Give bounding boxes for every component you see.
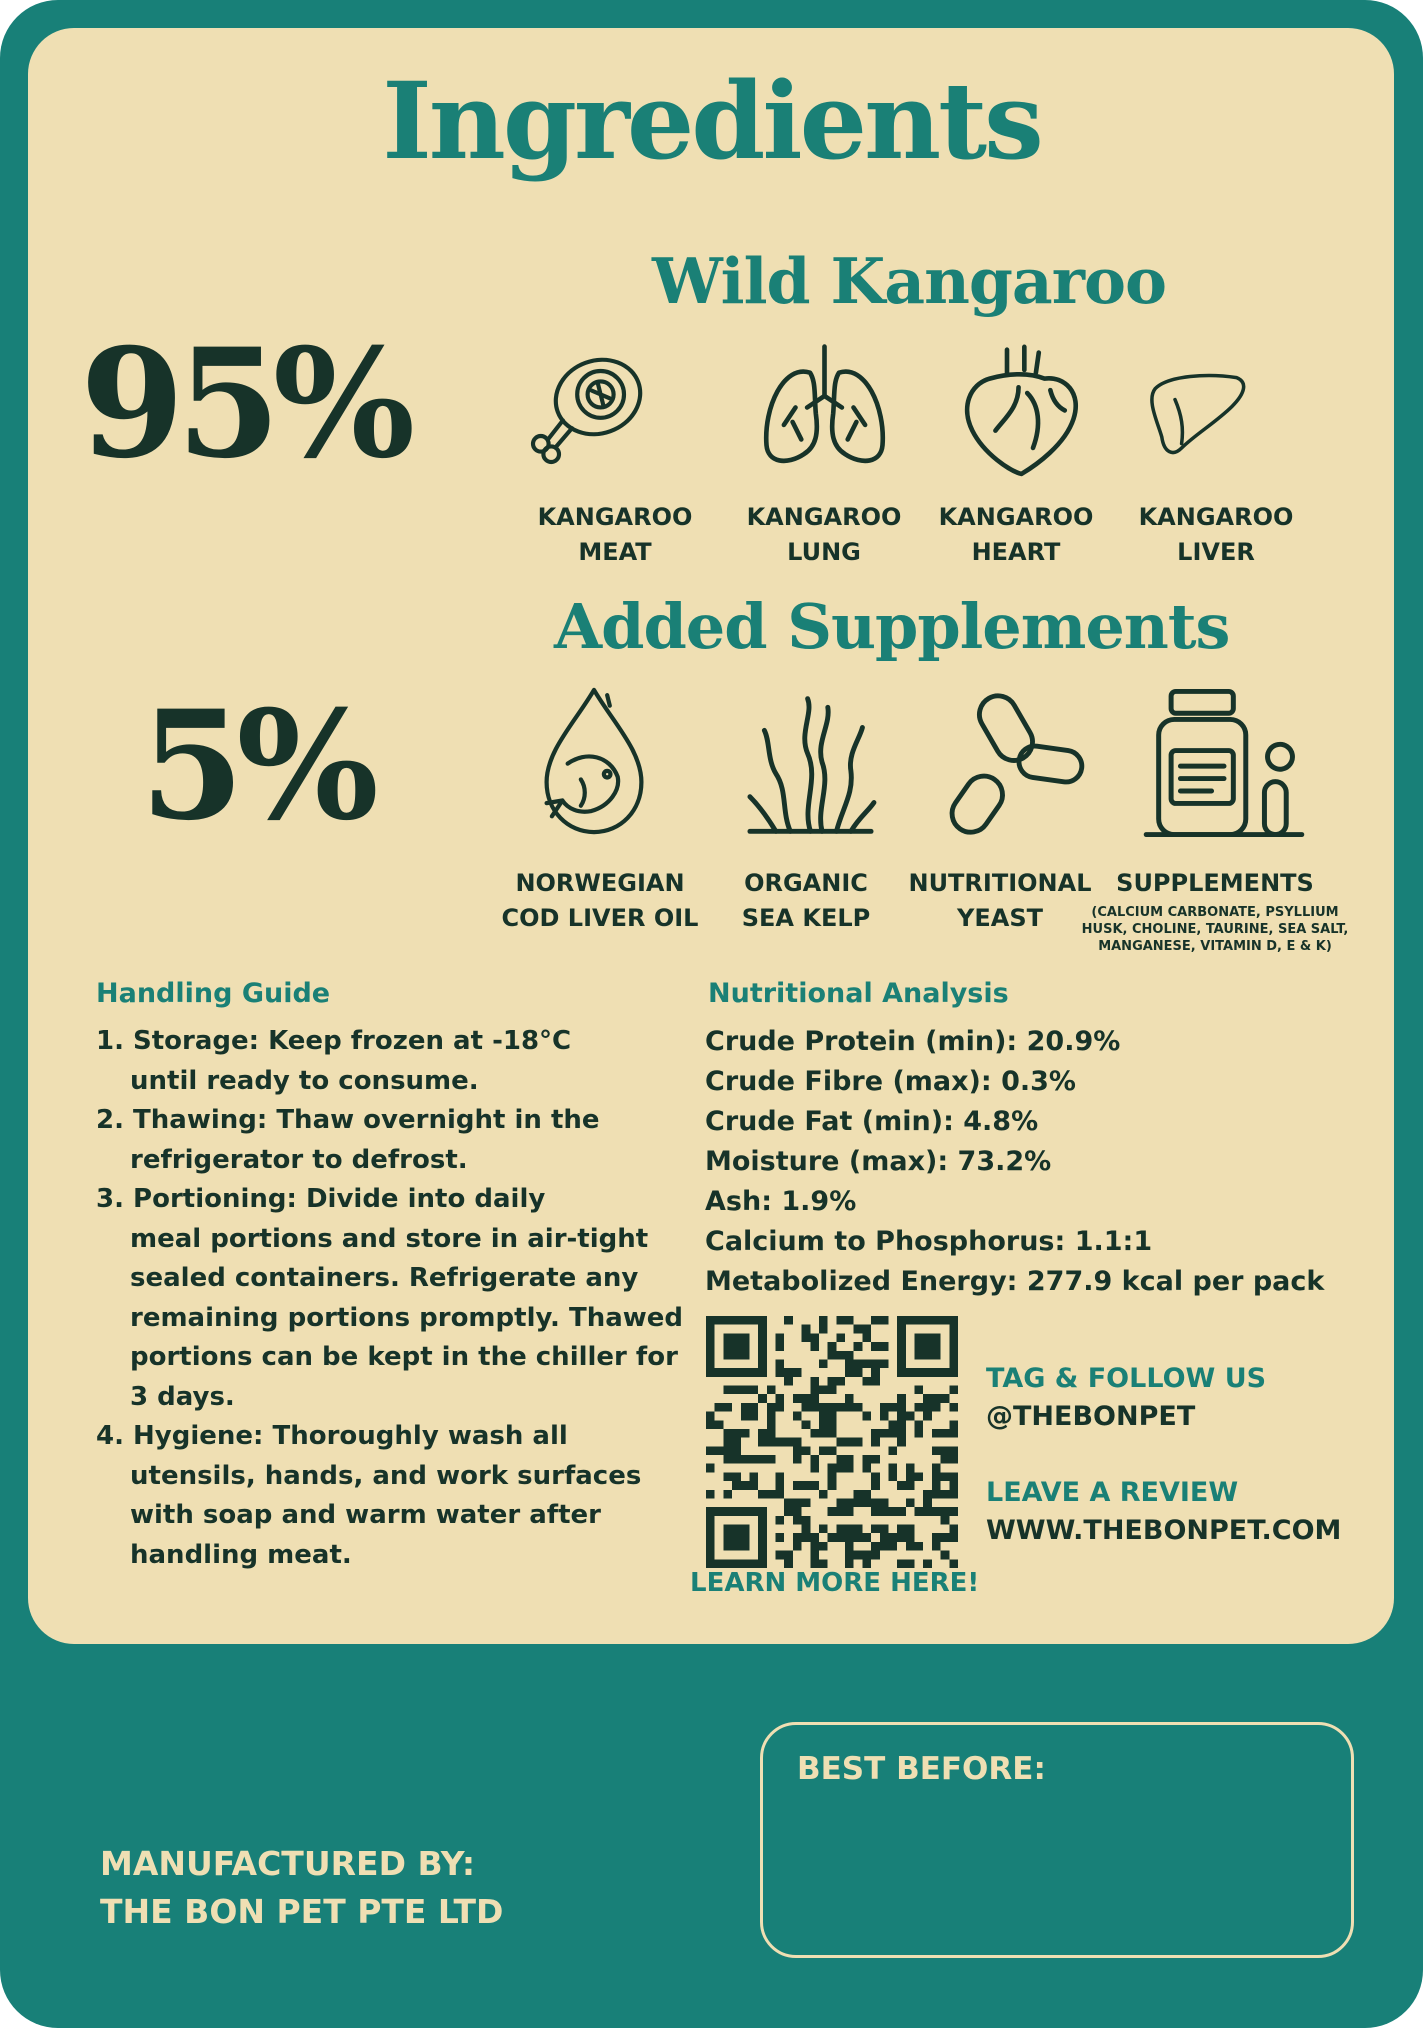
handling-guide-list — [96, 1022, 696, 1575]
nutritional-analysis-heading: Nutritional Analysis — [708, 978, 1009, 1009]
capsules-icon — [944, 688, 1088, 840]
supplement-label-cod-liver-oil — [480, 866, 720, 936]
heart-icon — [955, 335, 1085, 480]
list-item-text: Thawing: Thaw overnight in the — [133, 1105, 600, 1135]
best-before-label: BEST BEFORE: — [797, 1751, 1046, 1787]
ingredient-label-meat — [515, 500, 715, 570]
list-item-text: Portioning: Divide into daily — [133, 1184, 546, 1214]
list-item — [96, 1417, 696, 1575]
list-item-text: Storage: Keep frozen at -18°C — [133, 1026, 572, 1056]
list-item-number: 2. — [96, 1105, 124, 1135]
ingredient-line: KANGAROO — [746, 503, 902, 531]
list-item-number: 1. — [96, 1026, 124, 1056]
supplement-line: ORGANIC — [744, 869, 868, 897]
list-item — [96, 1180, 696, 1417]
ingredient-line: KANGAROO — [938, 503, 1094, 531]
seaweed-icon — [738, 690, 883, 840]
main-percent: 95% — [80, 316, 408, 492]
supplement-line: NUTRITIONAL — [908, 869, 1092, 897]
social-follow — [986, 1360, 1266, 1436]
supplement-line: SUPPLEMENTS — [1116, 869, 1314, 897]
nutrition-row: Calcium to Phosphorus: 1.1:1 — [705, 1226, 1153, 1257]
nutrition-row: Metabolized Energy: 277.9 kcal per pack — [705, 1266, 1325, 1297]
supplement-note: (CALCIUM CARBONATE, PSYLLIUM HUSK, CHOLINE, TAURINE, SEA SALT, MANGANESE, VITAMIN D, E & K) — [1081, 905, 1349, 954]
supplement-line: YEAST — [956, 904, 1043, 932]
nutrition-row: Crude Fibre (max): 0.3% — [705, 1066, 1076, 1097]
fish-oil-drop-icon — [528, 682, 660, 840]
list-item-text: Hygiene: Thoroughly wash all — [133, 1421, 568, 1451]
best-before-box — [760, 1722, 1354, 1958]
page-title: Ingredients — [382, 58, 1041, 183]
nutrition-row: Crude Protein (min): 20.9% — [705, 1026, 1121, 1057]
ingredient-line: MEAT — [578, 538, 652, 566]
ingredient-label-lung — [724, 500, 924, 570]
ingredient-line: HEART — [971, 538, 1061, 566]
main-heading: Wild Kangaroo — [652, 244, 1166, 318]
ingredient-line: LUNG — [787, 538, 861, 566]
manufacturer-name: THE BON PET PTE LTD — [100, 1892, 504, 1931]
supplement-line: NORWEGIAN — [515, 869, 685, 897]
social-review — [986, 1474, 1341, 1550]
list-item-text: utensils, hands, and work surfaces with soap and warm water after handling meat. — [130, 1460, 642, 1570]
follow-label: TAG & FOLLOW US — [986, 1363, 1267, 1394]
list-item-text: refrigerator to defrost. — [130, 1144, 468, 1175]
supplement-label-sea-kelp — [706, 866, 906, 936]
handling-guide-heading: Handling Guide — [96, 978, 331, 1009]
nutrition-row: Moisture (max): 73.2% — [705, 1146, 1052, 1177]
list-item-number: 3. — [96, 1184, 124, 1214]
social-handle[interactable]: @THEBONPET — [986, 1401, 1196, 1432]
ingredient-line: LIVER — [1177, 538, 1255, 566]
list-item-text: until ready to consume. — [130, 1065, 479, 1096]
review-label: LEAVE A REVIEW — [986, 1477, 1239, 1508]
ingredient-line: KANGAROO — [1138, 503, 1294, 531]
website-link[interactable]: WWW.THEBONPET.COM — [986, 1515, 1342, 1546]
supplement-bottle-icon — [1140, 684, 1308, 842]
qr-code-icon[interactable] — [706, 1316, 958, 1568]
supplement-label-nutritional-yeast — [900, 866, 1100, 936]
nutrition-row: Crude Fat (min): 4.8% — [705, 1106, 1039, 1137]
list-item — [96, 1022, 696, 1101]
manufacturer-label: MANUFACTURED BY: — [100, 1844, 476, 1883]
liver-icon — [1142, 360, 1252, 470]
nutrition-row: Ash: 1.9% — [705, 1186, 857, 1217]
supplement-line: COD LIVER OIL — [501, 904, 699, 932]
meat-icon — [520, 345, 650, 475]
supplement-label-supplements — [1075, 866, 1355, 955]
ingredient-line: KANGAROO — [537, 503, 693, 531]
list-item — [96, 1101, 696, 1180]
ingredient-label-liver — [1116, 500, 1316, 570]
manufacturer-info — [100, 1840, 503, 1936]
nutritional-analysis-list — [705, 1022, 1345, 1302]
supplements-percent: 5% — [140, 678, 371, 854]
supplement-line: SEA KELP — [741, 904, 871, 932]
ingredient-label-heart — [916, 500, 1116, 570]
lung-icon — [752, 335, 897, 480]
learn-more-link[interactable]: LEARN MORE HERE! — [690, 1568, 980, 1598]
supplements-heading: Added Supplements — [554, 590, 1230, 663]
list-item-number: 4. — [96, 1421, 124, 1451]
list-item-text: meal portions and store in air-tight sealed containers. Refrigerate any remaining portions promptly. Thawed portions can be kept in the chiller for 3 days. — [130, 1223, 684, 1412]
